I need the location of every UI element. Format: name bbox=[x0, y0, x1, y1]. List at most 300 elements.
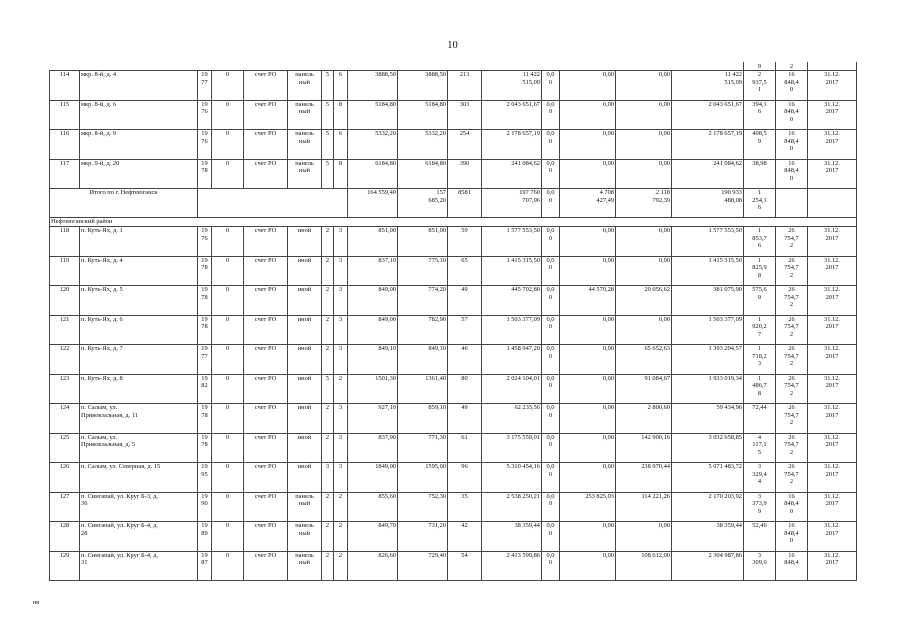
table-row bbox=[50, 345, 857, 375]
cell-c12: 238 970,44 bbox=[616, 463, 672, 493]
cell-n: 115 bbox=[50, 100, 80, 130]
cell-fl: 2 bbox=[322, 227, 334, 257]
cell-c15: 26 754,7 2 bbox=[776, 256, 808, 286]
cell-wall: иной bbox=[288, 286, 322, 316]
cell-ent: 3 bbox=[334, 345, 348, 375]
cell-a1: 849,00 bbox=[348, 286, 398, 316]
cell-c14: 1 825,9 8 bbox=[744, 256, 776, 286]
cell-a1: 3888,50 bbox=[348, 71, 398, 101]
cell-res: 390 bbox=[448, 159, 482, 189]
cell-c11: 0,00 bbox=[560, 159, 616, 189]
cell-addr: мкр. 8-й, д. 4 bbox=[80, 71, 198, 101]
cell-wall: панель ный bbox=[288, 551, 322, 581]
cell-a2: 5332,20 bbox=[398, 130, 448, 160]
cell-c11: 44 570,28 bbox=[560, 286, 616, 316]
cell-total: 1 415 315,50 bbox=[482, 256, 542, 286]
cell-total: 2 024 104,01 bbox=[482, 374, 542, 404]
cell-ent: 3 bbox=[334, 227, 348, 257]
cell-a2: 782,90 bbox=[398, 315, 448, 345]
cell-res: 54 bbox=[448, 551, 482, 581]
cell-res: 213 bbox=[448, 71, 482, 101]
cell-wall: панель ный bbox=[288, 159, 322, 189]
cell-c10: 0,0 0 bbox=[542, 345, 560, 375]
cell-fl: 2 bbox=[322, 256, 334, 286]
cell-addr: п. Куть-Ях, д. 7 bbox=[80, 345, 198, 375]
cell-c14: 1 254,1 6 bbox=[744, 189, 776, 218]
cell-total: 2 043 651,67 bbox=[482, 100, 542, 130]
cell-ent: 8 bbox=[334, 100, 348, 130]
cell-fund: счет РО bbox=[244, 159, 288, 189]
cell-fl: 2 bbox=[322, 345, 334, 375]
cell-fund: счет РО bbox=[244, 492, 288, 522]
cell-c12: 0,00 bbox=[616, 256, 672, 286]
cell-date: 31.12. 2017 bbox=[808, 256, 857, 286]
table-row bbox=[50, 492, 857, 522]
cell-ent: 8 bbox=[334, 159, 348, 189]
cell-res: 8581 bbox=[448, 189, 482, 218]
cell-date: 31.12. 2017 bbox=[808, 404, 857, 434]
cell-c4: 0 bbox=[212, 522, 244, 552]
cell-a2: 771,30 bbox=[398, 433, 448, 463]
cell-c14: 1 718,2 3 bbox=[744, 345, 776, 375]
cell-c10: 0,0 0 bbox=[542, 286, 560, 316]
carryover-row bbox=[50, 62, 857, 71]
cell-c10: 0,0 0 bbox=[542, 130, 560, 160]
cell-c13: 1 393 294,57 bbox=[672, 345, 744, 375]
cell-c13: 2 043 651,67 bbox=[672, 100, 744, 130]
cell-c4: 0 bbox=[212, 159, 244, 189]
cell-fund: счет РО bbox=[244, 71, 288, 101]
cell-a2: 731,20 bbox=[398, 522, 448, 552]
cell-c15: 16 848,4 0 bbox=[776, 71, 808, 101]
cell-c10: 0,0 0 bbox=[542, 551, 560, 581]
cell-a2: 851,00 bbox=[398, 227, 448, 257]
cell-year: 19 76 bbox=[198, 227, 212, 257]
cell-date: 31.12. 2017 bbox=[808, 522, 857, 552]
cell-fund: счет РО bbox=[244, 345, 288, 375]
cell-wall: панель ный bbox=[288, 130, 322, 160]
cell-ent: 3 bbox=[334, 433, 348, 463]
cell-c4: 0 bbox=[212, 345, 244, 375]
cell-year: 19 78 bbox=[198, 256, 212, 286]
cell-c11: 0,00 bbox=[560, 256, 616, 286]
table-row bbox=[50, 404, 857, 434]
cell-addr: мкр. 8-й, д. 6 bbox=[80, 100, 198, 130]
cell-n: 120 bbox=[50, 286, 80, 316]
cell-c10: 0,0 0 bbox=[542, 100, 560, 130]
empty-cell bbox=[198, 189, 348, 218]
cell-c11: 0,00 bbox=[560, 315, 616, 345]
cell-c10: 0,0 0 bbox=[542, 159, 560, 189]
cell-c4: 0 bbox=[212, 71, 244, 101]
cell-total: 11 422 515,09 bbox=[482, 71, 542, 101]
cell-addr: п. Куть-Ях, д. 1 bbox=[80, 227, 198, 257]
cell-c10: 0,0 0 bbox=[542, 463, 560, 493]
cell-a1: 5332,20 bbox=[348, 130, 398, 160]
table-body bbox=[50, 62, 857, 581]
cell-wall: иной bbox=[288, 404, 322, 434]
cell-c15: 26 754,7 2 bbox=[776, 374, 808, 404]
cell-n: 129 bbox=[50, 551, 80, 581]
cell-n: 119 bbox=[50, 256, 80, 286]
cell-year: 19 95 bbox=[198, 463, 212, 493]
cell-addr: п. Куть-Ях, д. 8 bbox=[80, 374, 198, 404]
cell-c13: 1 933 019,34 bbox=[672, 374, 744, 404]
cell-date: 31.12. 2017 bbox=[808, 374, 857, 404]
cell-c10: 0,0 0 bbox=[542, 315, 560, 345]
cell-addr: мкр. 8-й, д. 9 bbox=[80, 130, 198, 160]
cell-addr: п. Сингапай, ул. Круг Б-4, д. 28 bbox=[80, 522, 198, 552]
cell-c11: 0,00 bbox=[560, 463, 616, 493]
cell-c4: 0 bbox=[212, 286, 244, 316]
cell-fl: 5 bbox=[322, 159, 334, 189]
cell-date: 31.12. 2017 bbox=[808, 227, 857, 257]
table-row bbox=[50, 286, 857, 316]
cell-addr: п. Сингапай, ул. Круг Б-4, д. 31 bbox=[80, 551, 198, 581]
cell-fl: 2 bbox=[322, 522, 334, 552]
cell-c12: 0,00 bbox=[616, 71, 672, 101]
cell-c11: 0,00 bbox=[560, 551, 616, 581]
cell-fl: 5 bbox=[322, 71, 334, 101]
cell-c13: 2 170 203,92 bbox=[672, 492, 744, 522]
table-row bbox=[50, 374, 857, 404]
cell-c15: 26 754,7 2 bbox=[776, 227, 808, 257]
cell-a1: 849,70 bbox=[348, 522, 398, 552]
cell-c12: 2 118 792,39 bbox=[616, 189, 672, 218]
cell-fl: 5 bbox=[322, 374, 334, 404]
cell-ent: 2 bbox=[334, 492, 348, 522]
cell-ent: 3 bbox=[334, 404, 348, 434]
cell-res: 57 bbox=[448, 315, 482, 345]
table-row bbox=[50, 130, 857, 160]
cell-c11: 253 825,03 bbox=[560, 492, 616, 522]
cell-addr: п. Салым, ул. Северная, д. 15 bbox=[80, 463, 198, 493]
cell-c15: 16 848,4 0 bbox=[776, 522, 808, 552]
cell-total: 241 084,62 bbox=[482, 159, 542, 189]
cell-c14: 72,44 bbox=[744, 404, 776, 434]
cell-total: 197 760 707,96 bbox=[482, 189, 542, 218]
table-row bbox=[50, 227, 857, 257]
cell-a1: 927,10 bbox=[348, 404, 398, 434]
cell-c4: 0 bbox=[212, 227, 244, 257]
cell-year: 19 76 bbox=[198, 130, 212, 160]
cell-n: 118 bbox=[50, 227, 80, 257]
cell-year: 19 78 bbox=[198, 404, 212, 434]
cell-c14: 3 309,0 bbox=[744, 551, 776, 581]
cell-fl: 2 bbox=[322, 433, 334, 463]
cell-ent: 2 bbox=[334, 374, 348, 404]
cell-c12: 0,00 bbox=[616, 159, 672, 189]
cell-addr: п. Куть-Ях, д. 4 bbox=[80, 256, 198, 286]
cell-fl: 5 bbox=[322, 130, 334, 160]
cell-c14: 575,6 9 bbox=[744, 286, 776, 316]
cell-ent: 3 bbox=[334, 286, 348, 316]
cell-c11: 0,00 bbox=[560, 227, 616, 257]
cell-c14: 1 920,2 7 bbox=[744, 315, 776, 345]
cell-addr: п. Куть-Ях, д. 5 bbox=[80, 286, 198, 316]
cell-a2: 775,10 bbox=[398, 256, 448, 286]
cell-fund: счет РО bbox=[244, 130, 288, 160]
cell-wall: панель ный bbox=[288, 522, 322, 552]
cell-c12: 0,00 bbox=[616, 130, 672, 160]
cell-n: 126 bbox=[50, 463, 80, 493]
cell-c14: 1 853,7 6 bbox=[744, 227, 776, 257]
table-row bbox=[50, 315, 857, 345]
cell-c12: 91 084,67 bbox=[616, 374, 672, 404]
cell-c15: 26 754,7 2 bbox=[776, 345, 808, 375]
cell-c15: 26 754,7 2 bbox=[776, 433, 808, 463]
cell-n: 116 bbox=[50, 130, 80, 160]
cell-c11: 0,00 bbox=[560, 404, 616, 434]
cell-c12: 0,00 bbox=[616, 227, 672, 257]
cell-c14: 52,46 bbox=[744, 522, 776, 552]
cell-date: 31.12. 2017 bbox=[808, 463, 857, 493]
cell-total: 5 310 454,16 bbox=[482, 463, 542, 493]
cell-c13: 1 577 553,50 bbox=[672, 227, 744, 257]
total-row bbox=[50, 189, 857, 218]
table-row bbox=[50, 71, 857, 101]
cell-c15: 16 848,4 0 bbox=[776, 159, 808, 189]
cell-res: 80 bbox=[448, 374, 482, 404]
cell-year: 19 77 bbox=[198, 71, 212, 101]
cell-c15: 16 848,4 bbox=[776, 551, 808, 581]
table-row bbox=[50, 463, 857, 493]
cell-c13: 381 075,90 bbox=[672, 286, 744, 316]
cell-c12: 0,00 bbox=[616, 315, 672, 345]
cell-c11: 0,00 bbox=[560, 130, 616, 160]
cell-c11: 0,00 bbox=[560, 100, 616, 130]
cell-fl: 2 bbox=[322, 315, 334, 345]
cell-fund: счет РО bbox=[244, 315, 288, 345]
cell-ent: 2 bbox=[334, 522, 348, 552]
cell-c14: 408,5 9 bbox=[744, 130, 776, 160]
cell-year: 19 87 bbox=[198, 551, 212, 581]
cell-c10: 0,0 0 bbox=[542, 189, 560, 218]
cell-c14: 2 937,5 1 bbox=[744, 71, 776, 101]
section-header-row bbox=[50, 218, 857, 227]
cell-c4: 0 bbox=[212, 315, 244, 345]
cell-a2: 5184,80 bbox=[398, 100, 448, 130]
cell-c10: 0,0 0 bbox=[542, 433, 560, 463]
cell-c11: 0,00 bbox=[560, 522, 616, 552]
table-row bbox=[50, 100, 857, 130]
cell-c11: 0,00 bbox=[560, 433, 616, 463]
cell-a1: 6184,80 bbox=[348, 159, 398, 189]
cell-a1: 826,60 bbox=[348, 551, 398, 581]
table-row bbox=[50, 433, 857, 463]
cell-res: 35 bbox=[448, 492, 482, 522]
cell-fund: счет РО bbox=[244, 522, 288, 552]
cell-a2: 1361,40 bbox=[398, 374, 448, 404]
cell-c10: 0,0 0 bbox=[542, 374, 560, 404]
cell-c14: 1 486,7 8 bbox=[744, 374, 776, 404]
cell-c15: 16 848,4 0 bbox=[776, 492, 808, 522]
cell-ent: 3 bbox=[334, 315, 348, 345]
cell-c13: 1 503 377,09 bbox=[672, 315, 744, 345]
cell-wall: иной bbox=[288, 256, 322, 286]
cell-total: 1 577 553,50 bbox=[482, 227, 542, 257]
cell-c13: 59 434,96 bbox=[672, 404, 744, 434]
cell-a1: 837,10 bbox=[348, 256, 398, 286]
cell-c12: 0,00 bbox=[616, 100, 672, 130]
cell-fund: счет РО bbox=[244, 100, 288, 130]
cell-a2: 774,20 bbox=[398, 286, 448, 316]
cell-c14: 4 117,1 5 bbox=[744, 433, 776, 463]
cell-c13: 11 422 515,09 bbox=[672, 71, 744, 101]
cell-fl: 2 bbox=[322, 551, 334, 581]
cell-fund: счет РО bbox=[244, 286, 288, 316]
cell-wall: иной bbox=[288, 227, 322, 257]
cell-a1: 849,00 bbox=[348, 315, 398, 345]
cell-fund: счет РО bbox=[244, 551, 288, 581]
cell-c15: 26 754,7 2 bbox=[776, 315, 808, 345]
cell-fund: счет РО bbox=[244, 433, 288, 463]
cell-fund: счет РО bbox=[244, 463, 288, 493]
cell-res: 49 bbox=[448, 404, 482, 434]
cell-c13: 2 304 987,86 bbox=[672, 551, 744, 581]
cell-a2: 752,30 bbox=[398, 492, 448, 522]
empty-cell bbox=[808, 189, 857, 218]
cell-c15: 16 848,4 0 bbox=[776, 100, 808, 130]
cell-a2: 6184,80 bbox=[398, 159, 448, 189]
cell-addr: мкр. 9-й, д. 20 bbox=[80, 159, 198, 189]
cell-n: 117 bbox=[50, 159, 80, 189]
cell-wall: иной bbox=[288, 345, 322, 375]
cell-fund: счет РО bbox=[244, 404, 288, 434]
cell-c13: 2 178 657,19 bbox=[672, 130, 744, 160]
cell-year: 19 78 bbox=[198, 315, 212, 345]
cell-total: 2 413 599,86 bbox=[482, 551, 542, 581]
cell-c10: 0,0 0 bbox=[542, 256, 560, 286]
cell-fund: счет РО bbox=[244, 374, 288, 404]
cell-date: 31.12. 2017 bbox=[808, 345, 857, 375]
cell-a2: 1595,00 bbox=[398, 463, 448, 493]
cell-c13: 5 071 483,72 bbox=[672, 463, 744, 493]
cell-a2: 859,10 bbox=[398, 404, 448, 434]
cell-res: 49 bbox=[448, 286, 482, 316]
cell-wall: иной bbox=[288, 315, 322, 345]
cell-c10: 0,0 0 bbox=[542, 522, 560, 552]
cell-c13: 1 415 315,50 bbox=[672, 256, 744, 286]
cell-year: 19 78 bbox=[198, 286, 212, 316]
cell-c13: 241 084,62 bbox=[672, 159, 744, 189]
cell-year: 19 77 bbox=[198, 345, 212, 375]
cell-res: 46 bbox=[448, 345, 482, 375]
cell-c11: 0,00 bbox=[560, 71, 616, 101]
cell-ent: 6 bbox=[334, 130, 348, 160]
cell-addr: п. Сингапай, ул. Круг Б-3, д. 36 bbox=[80, 492, 198, 522]
cell-c12: 2 800,60 bbox=[616, 404, 672, 434]
cell-fl: 2 bbox=[322, 492, 334, 522]
cell-c4: 0 bbox=[212, 404, 244, 434]
cell-a1: 1501,30 bbox=[348, 374, 398, 404]
cell-total: 3 175 559,01 bbox=[482, 433, 542, 463]
cell-c10: 0,0 0 bbox=[542, 71, 560, 101]
cell-total: 38 359,44 bbox=[482, 522, 542, 552]
cell-a1: 1849,00 bbox=[348, 463, 398, 493]
cell-fl: 3 bbox=[322, 463, 334, 493]
cell-c10: 0,0 0 bbox=[542, 492, 560, 522]
cell-total: 1 458 947,20 bbox=[482, 345, 542, 375]
cell-fl: 2 bbox=[322, 404, 334, 434]
cell-total: 62 235,56 bbox=[482, 404, 542, 434]
cell-a2: 729,40 bbox=[398, 551, 448, 581]
cell-wall: иной bbox=[288, 374, 322, 404]
cell-c12: 20 056,62 bbox=[616, 286, 672, 316]
cell-wall: иной bbox=[288, 433, 322, 463]
empty-cell bbox=[776, 189, 808, 218]
cell-c13: 190 933 488,08 bbox=[672, 189, 744, 218]
cell-fl: 5 bbox=[322, 100, 334, 130]
cell-year: 19 90 bbox=[198, 492, 212, 522]
cell-wall: панель ный bbox=[288, 100, 322, 130]
cell-res: 59 bbox=[448, 227, 482, 257]
cell-c15: 26 754,7 2 bbox=[776, 404, 808, 434]
cell-res: 65 bbox=[448, 256, 482, 286]
cell-c15: 16 848,4 0 bbox=[776, 130, 808, 160]
cell-a1: 164 559,40 bbox=[348, 189, 398, 218]
cell-year: 19 76 bbox=[198, 100, 212, 130]
cell-date: 31.12. 2017 bbox=[808, 130, 857, 160]
cell-c4: 0 bbox=[212, 256, 244, 286]
cell-year: 19 89 bbox=[198, 522, 212, 552]
cell-ent: 3 bbox=[334, 463, 348, 493]
housing-register-table bbox=[49, 62, 857, 581]
table-row bbox=[50, 256, 857, 286]
cell-a2: 849,10 bbox=[398, 345, 448, 375]
cell-c15: 26 754,7 2 bbox=[776, 463, 808, 493]
cell-c12: 114 221,26 bbox=[616, 492, 672, 522]
table-row bbox=[50, 159, 857, 189]
cell-ent: 3 bbox=[334, 256, 348, 286]
cell-wall: иной bbox=[288, 463, 322, 493]
cell-wall: панель ный bbox=[288, 71, 322, 101]
cell-n: 125 bbox=[50, 433, 80, 463]
cell-a1: 849,10 bbox=[348, 345, 398, 375]
cell-wall: панель ный bbox=[288, 492, 322, 522]
cell-n: 121 bbox=[50, 315, 80, 345]
carryover-cell: 9 bbox=[744, 62, 776, 71]
cell-c14: 3 329,4 4 bbox=[744, 463, 776, 493]
cell-year: 19 78 bbox=[198, 433, 212, 463]
cell-c4: 0 bbox=[212, 374, 244, 404]
cell-fund: счет РО bbox=[244, 227, 288, 257]
cell-total: 1 503 377,09 bbox=[482, 315, 542, 345]
cell-date: 31.12. 2017 bbox=[808, 433, 857, 463]
cell-a1: 851,00 bbox=[348, 227, 398, 257]
cell-res: 303 bbox=[448, 100, 482, 130]
cell-c4: 0 bbox=[212, 492, 244, 522]
cell-c12: 108 612,00 bbox=[616, 551, 672, 581]
cell-c12: 65 652,63 bbox=[616, 345, 672, 375]
total-label: Итого по г. Нефтеюганск bbox=[50, 189, 198, 218]
cell-c14: 394,1 6 bbox=[744, 100, 776, 130]
cell-date: 31.12. 2017 bbox=[808, 71, 857, 101]
cell-n: 123 bbox=[50, 374, 80, 404]
cell-date: 31.12. 2017 bbox=[808, 315, 857, 345]
cell-date: 31.12. 2017 bbox=[808, 492, 857, 522]
cell-total: 2 178 657,19 bbox=[482, 130, 542, 160]
cell-addr: п. Салым, ул. Привокзальная, д. 5 bbox=[80, 433, 198, 463]
cell-c4: 0 bbox=[212, 100, 244, 130]
cell-year: 19 82 bbox=[198, 374, 212, 404]
cell-c4: 0 bbox=[212, 130, 244, 160]
table-row bbox=[50, 522, 857, 552]
cell-c10: 0,0 0 bbox=[542, 404, 560, 434]
table-row bbox=[50, 551, 857, 581]
cell-c12: 142 900,16 bbox=[616, 433, 672, 463]
cell-c14: 38,98 bbox=[744, 159, 776, 189]
